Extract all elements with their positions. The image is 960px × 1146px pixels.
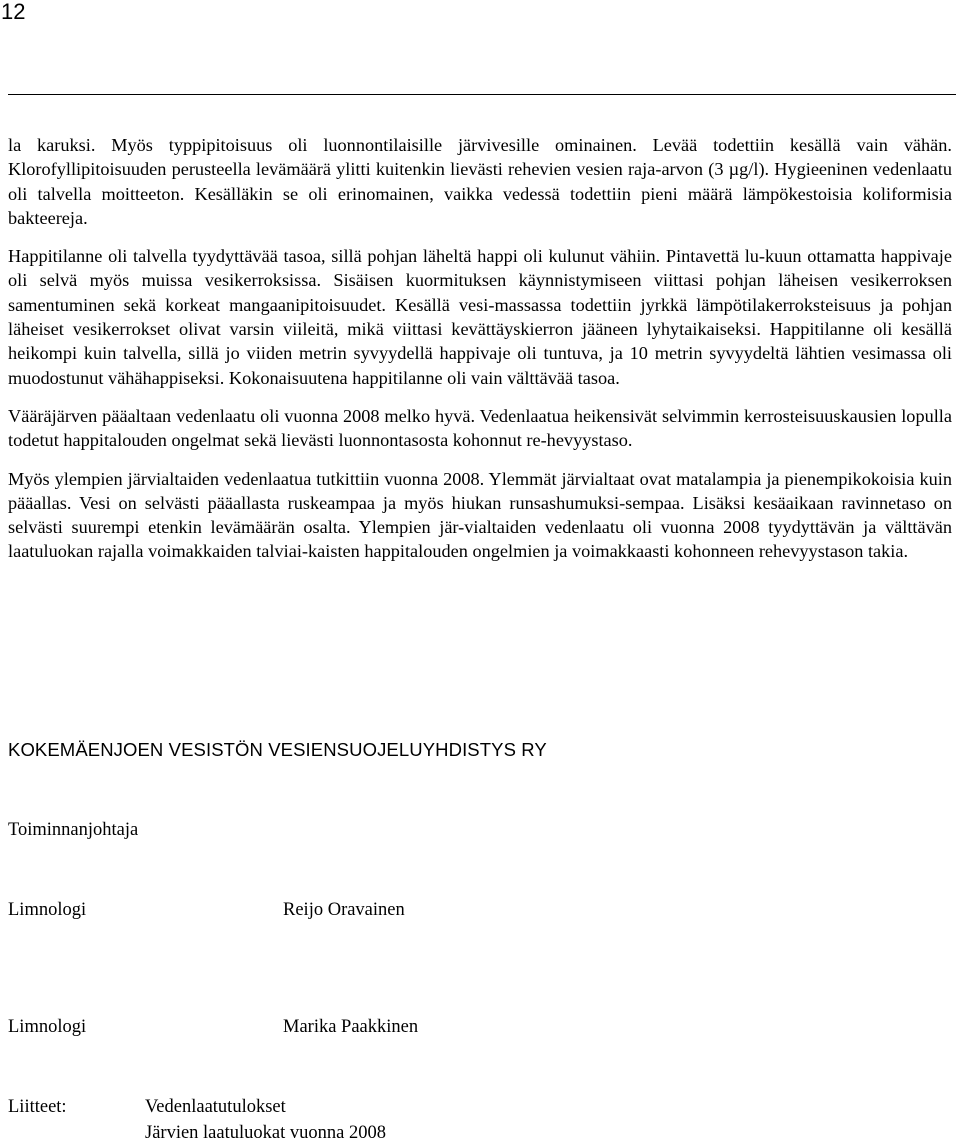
page-number: 12	[1, 0, 26, 24]
header-divider	[8, 94, 956, 95]
signer-row	[8, 1015, 419, 1039]
attachments-list	[145, 1094, 386, 1146]
paragraph-oxygen-situation: Happitilanne oli talvella tyydyttävää tasoa, sillä pohjan läheltä happi oli kulunut vähiin. Pintavettä lu-kuun ottamatta happivaje oli selvä myös muissa vesikerroksissa. Sisäisen kuormituksen käynnistymiseen viittasi pohjan läheisen vesikerroksen samentuminen sekä korkeat mangaanipitoisuudet. Kesällä vesi-massassa todettiin jyrkkä lämpötilakerroksteisuus ja pohjan läheiset vesikerrokset olivat varsin viileitä, mikä viittasi kevättäyskierron jääneen lyhytaikaiseksi. Happitilanne oli kesällä heikompi kuin talvella, sillä jo viiden metrin syvyydellä happivaje oli tuntuva, ja 10 metrin syvyydeltä lähtien vesimassa oli muodostunut vähähappiseksi. Kokonaisuutena happitilanne oli vain välttävää tasoa.	[8, 246, 952, 388]
attachments-label: Liitteet:	[8, 1097, 67, 1117]
paragraph-water-quality: la karuksi. Myös typpipitoisuus oli luonnontilaisille järvivesille ominainen. Levää todettiin kesällä vain vähän. Klorofyllipitoisuuden perusteella levämäärä ylitti kuitenkin lievästi rehevien vesien raja-arvon (3 µg/l). Hygieeninen vedenlaatu oli talvella moitteeton. Kesälläkin se oli erinomainen, vaikka vedessä todettiin pieni määrä lämpökestoisia koliformisia bakteereja.	[8, 135, 952, 228]
signer-title: Limnologi	[8, 900, 87, 920]
paragraph-main-basin-summary: Vääräjärven pääaltaan vedenlaatu oli vuonna 2008 melko hyvä. Vedenlaatua heikensivät selvimmin kerrosteisuuskausien lopulla todetut happitalouden ongelmat sekä lievästi luonnontasosta kohonnut re-hevyystaso.	[8, 405, 952, 451]
director-title: Toiminnanjohtaja	[8, 820, 139, 840]
signer-name: Reijo Oravainen	[283, 900, 405, 920]
signer-row	[8, 898, 405, 922]
signer-title: Limnologi	[8, 1017, 87, 1037]
signer-name: Marika Paakkinen	[283, 1017, 419, 1037]
attachment-item: Järvien laatuluokat vuonna 2008	[145, 1123, 386, 1143]
paragraph-upper-basins: Myös ylempien järvialtaiden vedenlaatua tutkittiin vuonna 2008. Ylemmät järvialtaat ovat matalampia ja pienempikokoisia kuin pääallas. Vesi on selvästi pääallasta ruskeampaa ja myös hiukan runsashumuksi-sempaa. Lisäksi kesäaikaan ravinnetaso on selvästi suurempi etenkin levämäärän osalta. Ylempien jär-vialtaiden vedenlaatu oli vuonna 2008 tyydyttävän ja välttävän laatuluokan rajalla voimakkaiden talviai-kaisten happitalouden ongelmien ja voimakkaasti kohonneen rehevyystason takia.	[8, 468, 952, 562]
body-text	[8, 133, 952, 578]
attachment-item: Vedenlaatutulokset	[145, 1097, 286, 1117]
organization-name: KOKEMÄENJOEN VESISTÖN VESIENSUOJELUYHDISTYS RY	[8, 739, 547, 760]
